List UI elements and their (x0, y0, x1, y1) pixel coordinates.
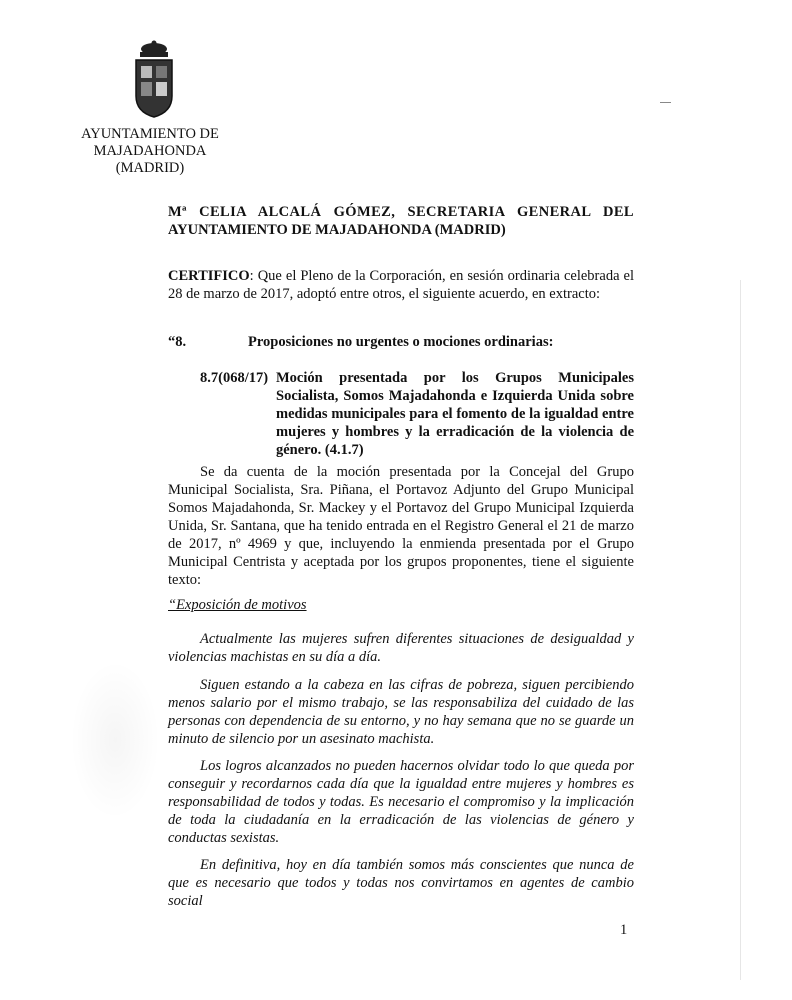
organization-name (60, 126, 240, 177)
margin-mark (660, 102, 671, 103)
exposition-heading: “Exposición de motivos (168, 597, 307, 613)
motion-title: Moción presentada por los Grupos Municipales Socialista, Somos Majadahonda e Izquierda Unida sobre medidas municipales para el fomento de la igualdad entre mujeres y hombres y la erradicación de la violencia de género. (4.1.7) (276, 370, 634, 458)
page-number: 1 (620, 922, 628, 938)
section-number: “8. (168, 334, 187, 350)
faded-stamp (70, 660, 160, 820)
motion-item (200, 369, 634, 459)
exposition-paragraph: Los logros alcanzados no pueden hacernos olvidar todo lo que queda por conseguir y recordarnos cada día que la igualdad entre mujeres y hombres es responsabilidad de todos y todas. Es necesario el compromiso y la implicación de toda la ciudadanía en la erradicación de las violencias de género y conductas sexistas. (168, 758, 634, 846)
exposition-paragraph: Siguen estando a la cabeza en las cifras de pobreza, siguen percibiendo menos salario por el mismo trabajo, se las responsabiliza del cuidado de las personas con dependencia de su entorno, y no hay semana que no se guarde un minuto de silencio por un asesinato machista. (168, 677, 634, 747)
section-title: Proposiciones no urgentes o mociones ordinarias: (248, 334, 554, 350)
coat-of-arms-logo (128, 40, 180, 118)
heading-line-1: Mª CELIA ALCALÁ GÓMEZ, SECRETARIA GENERAL DEL (168, 204, 634, 220)
organization-line: (MADRID) (115, 160, 185, 176)
organization-line: AYUNTAMIENTO DE (81, 126, 219, 142)
certifico-paragraph (168, 267, 634, 303)
organization-line: MAJADAHONDA (93, 143, 207, 159)
heading-line-2: AYUNTAMIENTO DE MAJADAHONDA (MADRID) (168, 222, 506, 238)
document-heading (168, 203, 634, 239)
section-heading (168, 333, 634, 351)
motion-code: 8.7(068/17) (200, 370, 269, 386)
certifico-label: CERTIFICO (168, 268, 250, 284)
exposition-paragraph: En definitiva, hoy en día también somos más conscientes que nunca de que es necesario que todos y todas nos convirtamos en agentes de cambio social (168, 857, 634, 909)
exposition-paragraph: Actualmente las mujeres sufren diferentes situaciones de desigualdad y violencias machistas en su día a día. (168, 631, 634, 665)
certifico-text: : Que el Pleno de la Corporación, en sesión ordinaria celebrada el 28 de marzo de 2017, adoptó entre otros, el siguiente acuerdo, en extracto: (168, 268, 634, 302)
page-edge-shadow (740, 280, 741, 980)
intro-paragraph: Se da cuenta de la moción presentada por la Concejal del Grupo Municipal Socialista, Sra. Piñana, el Portavoz Adjunto del Grupo Municipal Somos Majadahonda, Sr. Mackey y el Portavoz del Grupo Municipal Izquierda Unida, Sr. Santana, que ha tenido entrada en el Registro General el 21 de marzo de 2017, nº 4969 y que, incluyendo la enmienda presentada por el Grupo Municipal Centrista y aceptada por los grupos proponentes, tiene el siguiente texto: (168, 464, 634, 588)
